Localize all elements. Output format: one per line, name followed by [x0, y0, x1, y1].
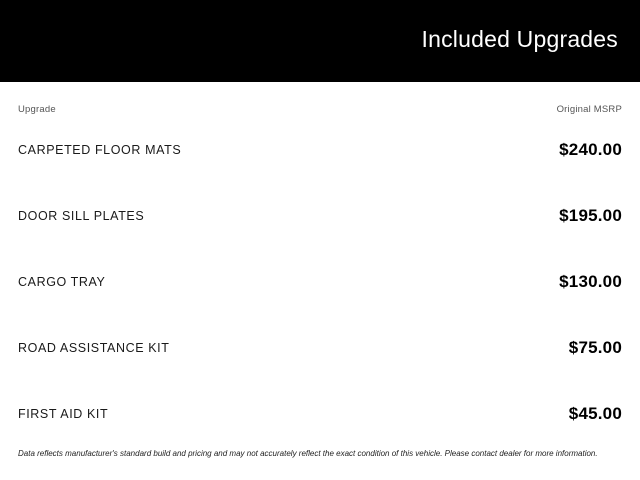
table-row: [18, 183, 622, 249]
upgrade-name: ROAD ASSISTANCE KIT: [18, 341, 170, 355]
table-row: [18, 381, 622, 447]
table-row: [18, 249, 622, 315]
table-header-row: [18, 82, 622, 117]
page-header: [0, 0, 640, 82]
upgrade-name: CARPETED FLOOR MATS: [18, 143, 182, 157]
upgrade-price: $195.00: [559, 206, 622, 225]
upgrade-price: $240.00: [559, 140, 622, 159]
upgrades-table: [18, 117, 622, 447]
upgrade-name: FIRST AID KIT: [18, 407, 109, 421]
upgrade-name: CARGO TRAY: [18, 275, 106, 289]
upgrade-price: $130.00: [559, 272, 622, 291]
upgrade-price: $45.00: [568, 404, 622, 423]
disclaimer-text: Data reflects manufacturer's standard build and pricing and may not accurately reflect the exact condition of this vehicle. Please contact dealer for more information.: [18, 449, 598, 458]
upgrade-price: $75.00: [568, 338, 622, 357]
page-title: Included Upgrades: [421, 25, 618, 52]
page-content: [0, 82, 640, 480]
column-header-upgrade: Upgrade: [18, 104, 56, 115]
table-row: [18, 315, 622, 381]
upgrade-name: DOOR SILL PLATES: [18, 209, 145, 223]
column-header-msrp: Original MSRP: [556, 104, 622, 115]
table-row: [18, 117, 622, 183]
